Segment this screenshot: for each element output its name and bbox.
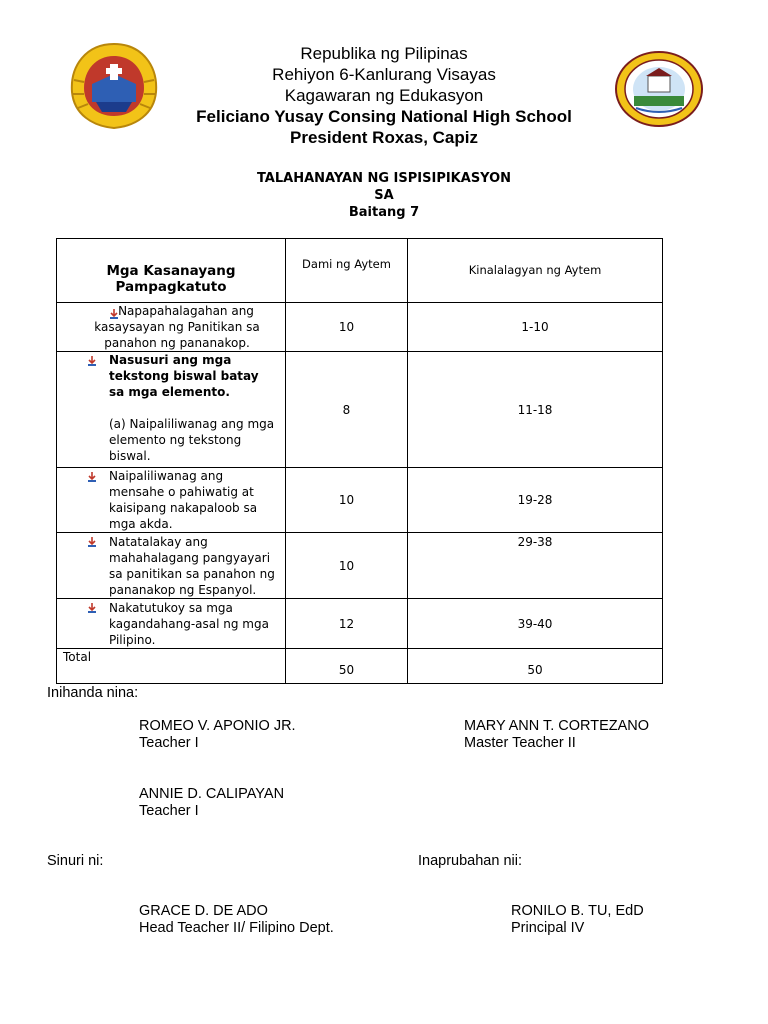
preparer-1-name: ROMEO V. APONIO JR.	[139, 718, 296, 734]
col-header-item-count: Dami ng Aytem	[286, 239, 408, 303]
approver-title: Principal IV	[511, 920, 585, 936]
competency-cell	[57, 468, 286, 533]
arrow-bullet-icon	[109, 309, 119, 319]
table-row	[57, 533, 663, 599]
specification-table	[56, 238, 663, 684]
item-placement-cell: 39-40	[408, 599, 663, 649]
item-placement-cell: 19-28	[408, 468, 663, 533]
preparer-3-title: Teacher I	[139, 803, 199, 819]
item-count-cell: 12	[286, 599, 408, 649]
preparer-3	[139, 786, 284, 820]
preparer-2	[464, 718, 649, 752]
header-address: President Roxas, Capiz	[289, 128, 478, 147]
preparer-1-title: Teacher I	[139, 735, 199, 751]
table-total-row	[57, 649, 663, 684]
item-placement-cell: 11-18	[408, 352, 663, 468]
preparer-3-name: ANNIE D. CALIPAYAN	[139, 786, 285, 802]
prepared-by-label: Inihanda nina:	[47, 685, 139, 701]
table-row	[57, 468, 663, 533]
header-republic: Republika ng Pilipinas	[300, 44, 468, 63]
competency-text: Napapahalagahan ang kasaysayan ng Panitikan sa panahon ng pananakop.	[94, 304, 260, 350]
table-row	[57, 352, 663, 468]
document-title	[0, 170, 768, 221]
checker-title: Head Teacher II/ Filipino Dept.	[139, 920, 334, 936]
table-header-row	[57, 239, 663, 303]
arrow-bullet-icon	[87, 603, 97, 613]
competency-text: Nasusuri ang mga tekstong biswal batay sa mga elemento.	[109, 353, 259, 399]
competency-text: Nakatutukoy sa mga kagandahang-asal ng mga Pilipino.	[109, 600, 269, 647]
header-school-name: Feliciano Yusay Consing National High School	[196, 107, 572, 126]
item-count-cell: 10	[286, 303, 408, 352]
col-header-competency: Mga Kasanayang Pampagkatuto	[57, 239, 286, 303]
approver	[511, 903, 644, 937]
item-placement-cell: 29-38	[408, 533, 663, 599]
item-count-cell: 8	[286, 352, 408, 468]
competency-text: Natatalakay ang mahahalagang pangyayari sa panitikan sa panahon ng pananakop ng Espanyol.	[109, 534, 275, 597]
competency-cell	[57, 352, 286, 468]
total-item-count: 50	[286, 649, 408, 684]
document-header	[0, 43, 768, 148]
item-placement-cell: 1-10	[408, 303, 663, 352]
approver-name: RONILO B. TU, EdD	[511, 903, 644, 919]
competency-text: Naipaliliwanag ang mensahe o pahiwatig at kaisipang nakapaloob sa mga akda.	[109, 469, 258, 531]
competency-cell	[57, 303, 286, 352]
competency-subtext: (a) Naipaliliwanag ang mga elemento ng tekstong biswal.	[109, 417, 275, 463]
arrow-bullet-icon	[87, 472, 97, 482]
checked-by-label: Sinuri ni:	[47, 853, 104, 869]
item-count-cell: 10	[286, 533, 408, 599]
total-item-placement: 50	[408, 649, 663, 684]
checker-name: GRACE D. DE ADO	[139, 903, 268, 919]
table-row	[57, 599, 663, 649]
approved-by-label: Inaprubahan nii:	[418, 853, 522, 869]
checker	[139, 903, 334, 937]
title-line-3: Baitang 7	[348, 205, 420, 220]
header-region: Rehiyon 6-Kanlurang Visayas	[272, 65, 496, 84]
competency-cell	[57, 533, 286, 599]
preparer-2-title: Master Teacher II	[464, 735, 576, 751]
table-row	[57, 303, 663, 352]
header-department: Kagawaran ng Edukasyon	[284, 86, 484, 105]
item-count-cell: 10	[286, 468, 408, 533]
competency-cell	[57, 599, 286, 649]
col-header-item-placement: Kinalalagyan ng Aytem	[408, 239, 663, 303]
title-line-1: TALAHANAYAN NG ISPISIPIKASYON	[256, 171, 512, 186]
title-line-2: SA	[374, 188, 394, 203]
preparer-1	[139, 718, 296, 752]
arrow-bullet-icon	[87, 537, 97, 547]
total-label: Total	[57, 649, 286, 684]
arrow-bullet-icon	[87, 356, 97, 366]
preparer-2-name: MARY ANN T. CORTEZANO	[464, 718, 650, 734]
